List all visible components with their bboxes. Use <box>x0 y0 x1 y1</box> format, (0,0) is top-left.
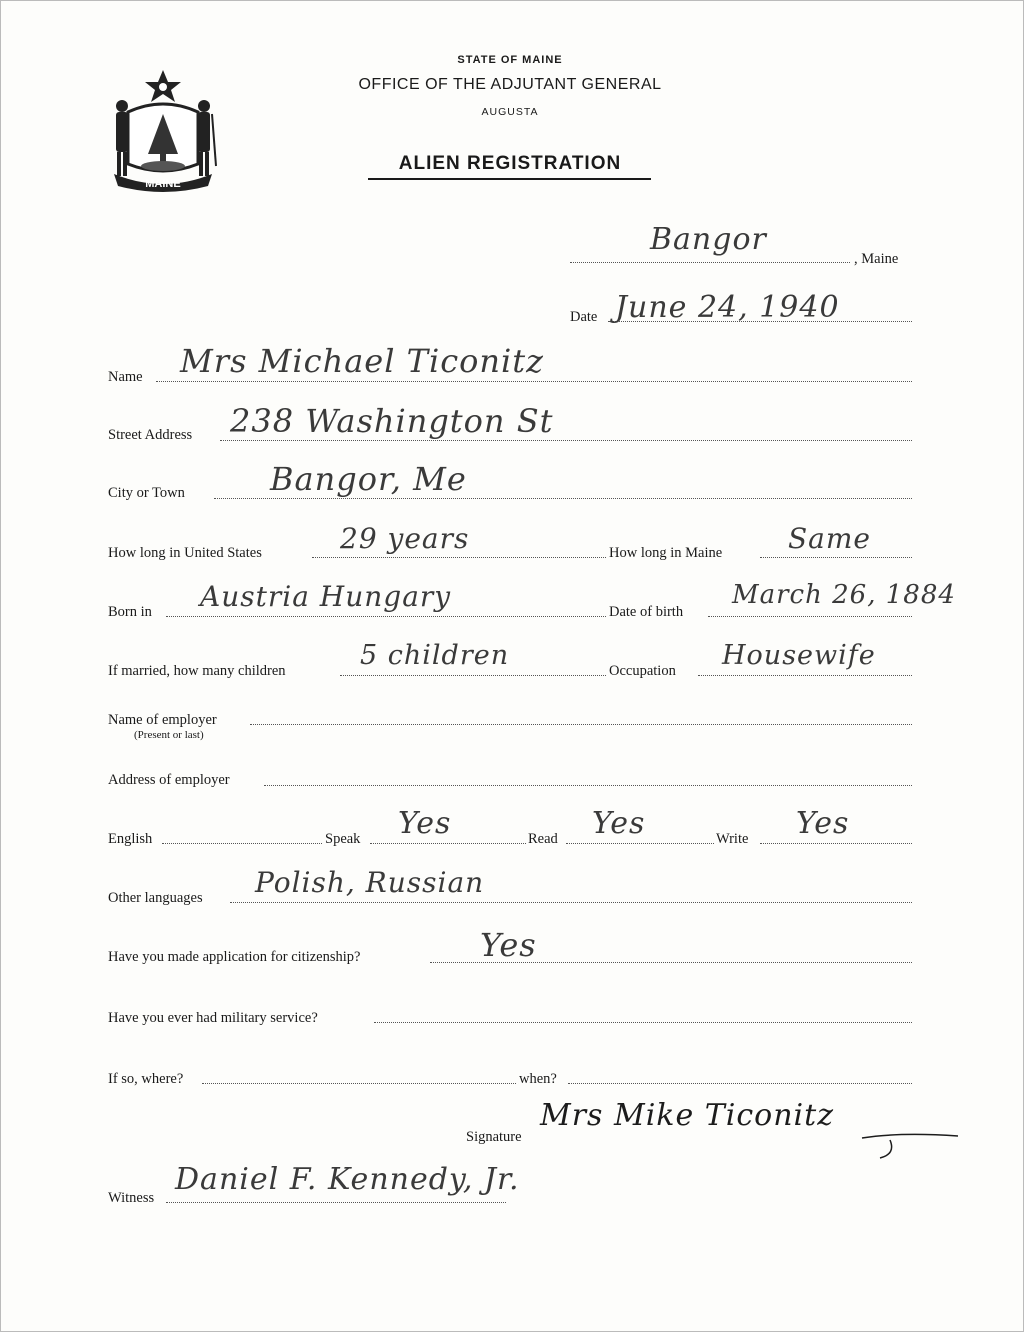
city-line <box>214 498 912 499</box>
street-address-value[interactable]: 238 Washington St <box>230 402 554 440</box>
speak-line <box>370 843 526 844</box>
witness-label: Witness <box>108 1190 155 1206</box>
street-address-label: Street Address <box>108 427 193 443</box>
citizenship-label: Have you made application for citizenship? <box>108 949 361 965</box>
occupation-label: Occupation <box>609 663 676 679</box>
place-line <box>570 262 850 263</box>
write-line <box>760 843 912 844</box>
occupation-line <box>698 675 912 676</box>
read-value[interactable]: Yes <box>592 806 646 841</box>
header-city: AUGUSTA <box>481 106 539 118</box>
employer-address-line[interactable] <box>264 785 912 786</box>
citizenship-value[interactable]: Yes <box>480 926 537 964</box>
place-value[interactable]: Bangor <box>650 222 767 257</box>
city-value[interactable]: Bangor, Me <box>270 460 467 498</box>
speak-value[interactable]: Yes <box>398 806 452 841</box>
occupation-value[interactable]: Housewife <box>722 640 876 671</box>
date-of-birth-value[interactable]: March 26, 1884 <box>732 580 956 610</box>
how-long-maine-line <box>760 557 912 558</box>
name-label: Name <box>108 369 143 385</box>
where-line[interactable] <box>202 1083 516 1084</box>
how-long-us-label: How long in United States <box>108 545 262 561</box>
born-in-line <box>166 616 606 617</box>
employer-name-sublabel: (Present or last) <box>134 729 204 741</box>
employer-name-label: Name of employer <box>108 712 217 728</box>
children-value[interactable]: 5 children <box>360 640 510 671</box>
street-address-line <box>220 440 912 441</box>
signature-label: Signature <box>466 1129 522 1145</box>
date-of-birth-line <box>708 616 912 617</box>
city-label: City or Town <box>108 485 185 501</box>
write-value[interactable]: Yes <box>796 806 850 841</box>
employer-name-line[interactable] <box>250 724 912 725</box>
name-value[interactable]: Mrs Michael Ticonitz <box>180 342 544 380</box>
other-languages-value[interactable]: Polish, Russian <box>255 866 485 899</box>
born-in-value[interactable]: Austria Hungary <box>200 580 452 613</box>
other-languages-label: Other languages <box>108 890 203 906</box>
born-in-label: Born in <box>108 604 152 620</box>
signature-value[interactable]: Mrs Mike Ticonitz <box>540 1098 835 1133</box>
witness-line <box>166 1202 506 1203</box>
employer-address-label: Address of employer <box>108 772 230 788</box>
date-label: Date <box>570 309 598 325</box>
title-underline <box>368 178 651 180</box>
signature-flourish <box>860 1130 960 1160</box>
form-title: ALIEN REGISTRATION <box>398 153 622 174</box>
how-long-maine-value[interactable]: Same <box>788 522 871 555</box>
how-long-us-line <box>312 557 606 558</box>
name-line <box>156 381 912 382</box>
english-label: English <box>108 831 153 847</box>
where-label: If so, where? <box>108 1071 184 1087</box>
other-languages-line <box>230 902 912 903</box>
place-suffix: , Maine <box>854 251 899 267</box>
header-state: STATE OF MAINE <box>457 54 563 66</box>
maine-state-seal <box>108 66 218 192</box>
read-label: Read <box>528 831 558 847</box>
children-label: If married, how many children <box>108 663 286 679</box>
date-value[interactable]: June 24, 1940 <box>615 290 840 325</box>
speak-label: Speak <box>325 831 361 847</box>
header-office: OFFICE OF THE ADJUTANT GENERAL <box>358 76 662 93</box>
witness-value[interactable]: Daniel F. Kennedy, Jr. <box>175 1162 520 1197</box>
military-label: Have you ever had military service? <box>108 1010 318 1026</box>
english-line <box>162 843 322 844</box>
seal-banner-text: MAINE <box>145 178 181 190</box>
children-line <box>340 675 606 676</box>
military-line[interactable] <box>374 1022 912 1023</box>
how-long-maine-label: How long in Maine <box>609 545 723 561</box>
when-label: when? <box>519 1071 557 1087</box>
when-line[interactable] <box>568 1083 912 1084</box>
date-of-birth-label: Date of birth <box>609 604 684 620</box>
how-long-us-value[interactable]: 29 years <box>340 522 470 555</box>
write-label: Write <box>716 831 749 847</box>
read-line <box>566 843 714 844</box>
